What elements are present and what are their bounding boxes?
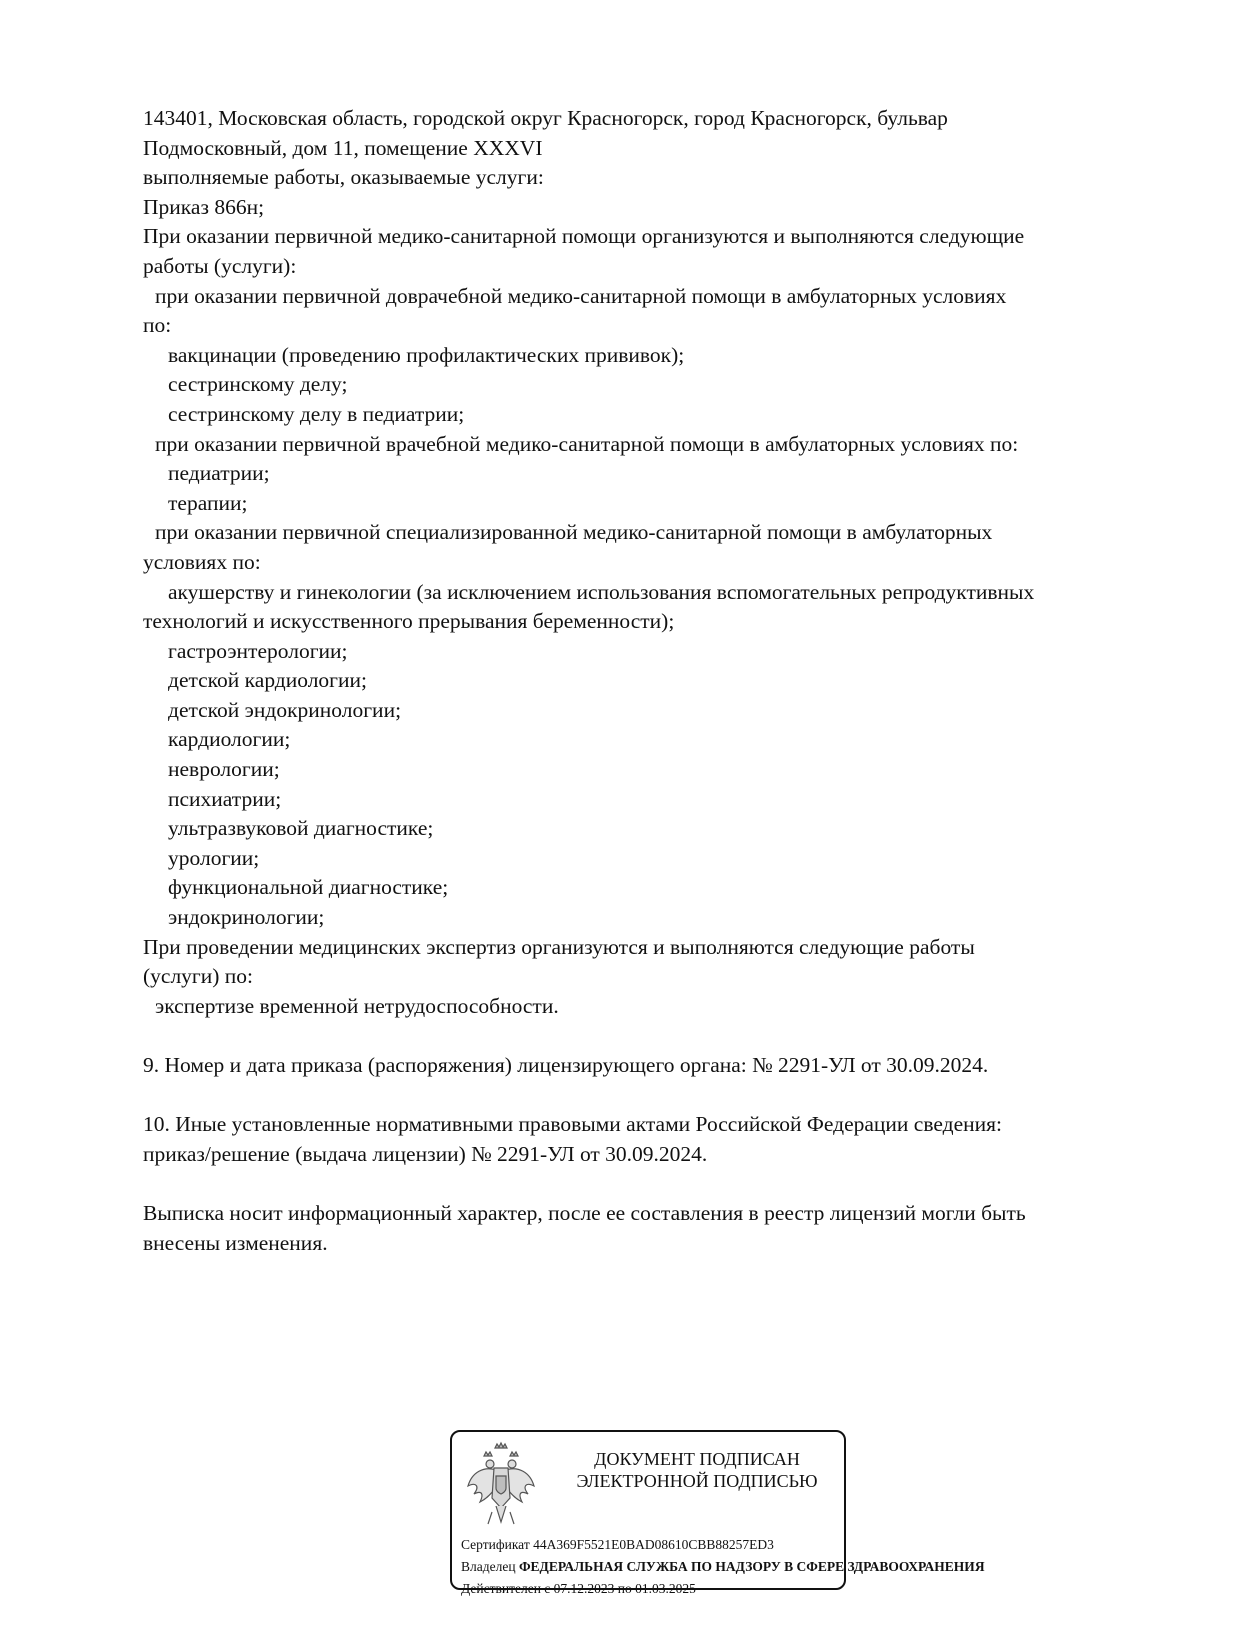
document-line: по: [143,313,172,338]
document-line: выполняемые работы, оказываемые услуги: [143,165,544,190]
document-line: приказ/решение (выдача лицензии) № 2291-УЛ от 30.09.2024. [143,1141,708,1166]
document-line: психиатрии; [168,786,282,811]
document-line: ультразвуковой диагностике; [168,816,434,841]
certificate-label: Сертификат [461,1537,530,1552]
document-line: сестринскому делу; [168,372,348,397]
document-line: 9. Номер и дата приказа (распоряжения) лицензирующего органа: № 2291-УЛ от 30.09.2024. [143,1053,989,1077]
electronic-signature-stamp [450,1430,985,1596]
document-line: гастроэнтерологии; [168,638,348,663]
document-line: технологий и искусственного прерывания беременности); [143,609,675,634]
stamp-title-line-2: ЭЛЕКТРОННОЙ ПОДПИСЬЮ [576,1471,818,1491]
document-line: внесены изменения. [143,1230,328,1255]
blank-line [143,1081,1163,1111]
document-line: 143401, Московская область, городской округ Красногорск, город Красногорск, бульвар [143,106,948,130]
document-line: детской кардиологии; [168,668,367,693]
document-line: вакцинации (проведению профилактических прививок); [168,342,685,367]
blank-line [143,1169,1163,1199]
document-line: При проведении медицинских экспертиз организуются и выполняются следующие работы [143,934,975,959]
document-line: кардиологии; [168,727,291,752]
validity-row: Действителен с 07.12.2023 по 01.03.2025 [461,1581,696,1596]
document-line: при оказании первичной врачебной медико-санитарной помощи в амбулаторных условиях по: [155,431,1019,456]
document-line: сестринскому делу в педиатрии; [168,401,465,426]
certificate-row [461,1534,844,1556]
blank-line [143,1021,1163,1051]
document-line: 10. Иные установленные нормативными правовыми актами Российской Федерации сведения: [143,1112,1002,1137]
document-line: детской эндокринологии; [168,697,402,722]
owner-row [461,1556,985,1578]
document-body [143,104,1163,1258]
certificate-value: 44A369F5521E0BAD08610CBB88257ED3 [533,1537,774,1552]
document-line: При оказании первичной медико-санитарной помощи организуются и выполняются следующие [143,224,1025,249]
owner-label: Владелец [461,1559,516,1574]
document-line: эндокринологии; [168,905,325,930]
document-line: экспертизе временной нетрудоспособности. [155,993,559,1018]
stamp-title [552,1448,842,1492]
document-line: неврологии; [168,757,280,782]
document-line: терапии; [168,490,248,515]
document-line: урологии; [168,845,260,870]
document-line: акушерству и гинекологии (за исключением использования вспомогательных репродуктивных [168,579,1035,604]
document-line: условиях по: [143,549,261,574]
stamp-details [461,1534,985,1600]
document-line: при оказании первичной доврачебной медико-санитарной помощи в амбулаторных условиях [155,283,1007,308]
document-line: Выписка носит информационный характер, после ее составления в реестр лицензий могли быть [143,1200,1026,1225]
stamp-title-line-1: ДОКУМЕНТ ПОДПИСАН [594,1449,800,1469]
document-line: функциональной диагностике; [168,875,449,900]
document-line: (услуги) по: [143,964,254,989]
document-line: Приказ 866н; [143,194,265,219]
document-line: работы (услуги): [143,253,297,278]
russian-coat-of-arms-icon [466,1442,536,1528]
document-line: Подмосковный, дом 11, помещение XXXVI [143,135,543,160]
document-line: педиатрии; [168,461,270,486]
document-line: при оказании первичной специализированной медико-санитарной помощи в амбулаторных [155,520,993,545]
owner-value: ФЕДЕРАЛЬНАЯ СЛУЖБА ПО НАДЗОРУ В СФЕРЕ ЗДРАВООХРАНЕНИЯ [518,1559,985,1574]
